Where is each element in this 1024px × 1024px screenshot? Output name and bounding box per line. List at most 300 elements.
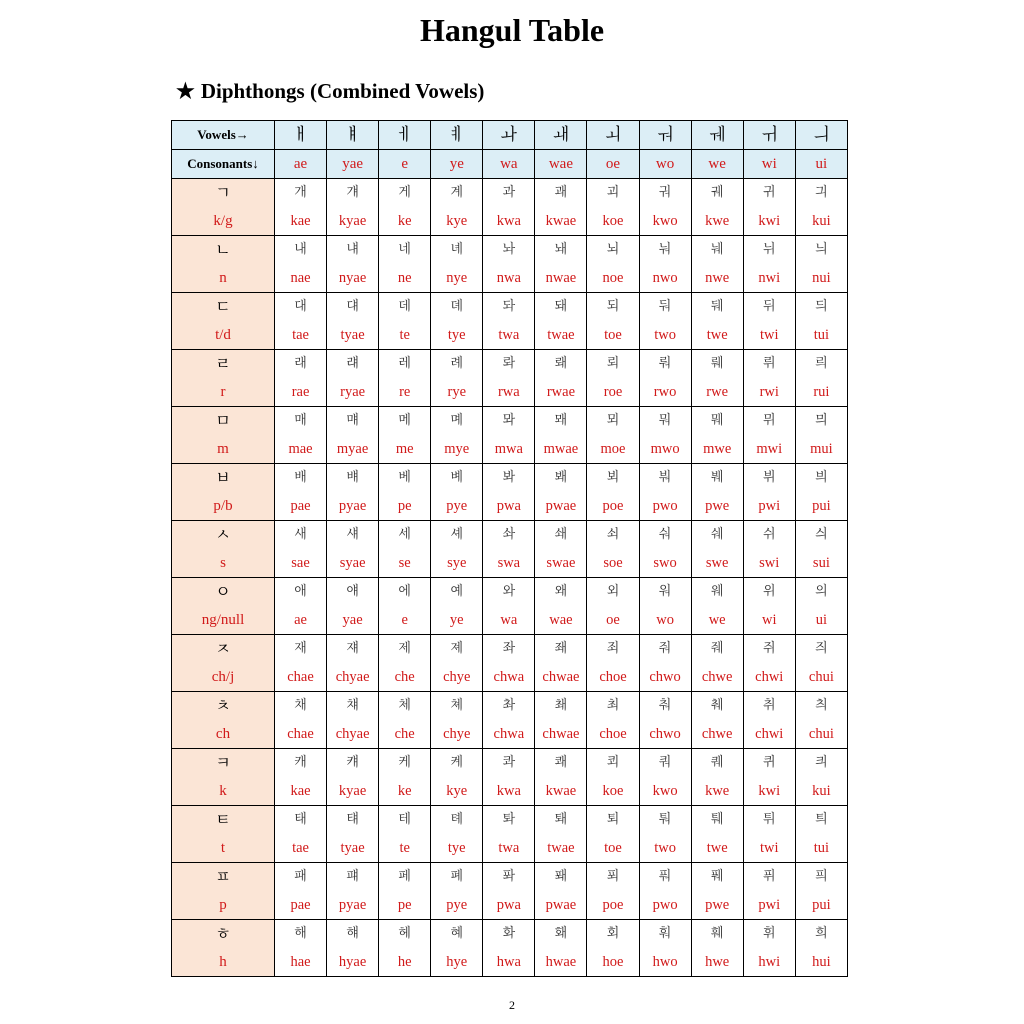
vowel-romanization-cell: oe: [587, 150, 639, 179]
table-row-syllables: [172, 407, 848, 436]
syllable-romanization-cell: kwae: [535, 207, 587, 236]
syllable-cell: 뇌: [587, 236, 639, 265]
syllable-cell: 궤: [691, 179, 743, 208]
syllable-cell: 쇠: [587, 521, 639, 550]
consonants-label: Consonants↓: [172, 150, 275, 179]
syllable-cell: 푀: [587, 863, 639, 892]
syllable-cell: 괴: [587, 179, 639, 208]
table-row-syllables: [172, 692, 848, 721]
syllable-romanization-cell: he: [379, 948, 431, 977]
syllable-romanization-cell: me: [379, 435, 431, 464]
syllable-romanization-cell: moe: [587, 435, 639, 464]
vowel-jamo-cell: ㅚ: [587, 121, 639, 150]
syllable-cell: 섀: [327, 521, 379, 550]
syllable-cell: 괘: [535, 179, 587, 208]
syllable-cell: 새: [275, 521, 327, 550]
consonant-jamo-cell: ㅋ: [172, 749, 275, 778]
hangul-diphthong-table: [171, 120, 848, 977]
header-row-romanization: [172, 150, 848, 179]
syllable-romanization-cell: twe: [691, 321, 743, 350]
syllable-cell: 뫄: [483, 407, 535, 436]
syllable-cell: 워: [639, 578, 691, 607]
syllable-cell: 둬: [639, 293, 691, 322]
table-row-syllables: [172, 635, 848, 664]
vowel-romanization-cell: wo: [639, 150, 691, 179]
vowel-romanization-cell: ae: [275, 150, 327, 179]
syllable-cell: 켸: [431, 749, 483, 778]
syllable-cell: 롸: [483, 350, 535, 379]
syllable-romanization-cell: ryae: [327, 378, 379, 407]
syllable-cell: 페: [379, 863, 431, 892]
syllable-cell: 과: [483, 179, 535, 208]
syllable-romanization-cell: swi: [743, 549, 795, 578]
syllable-romanization-cell: roe: [587, 378, 639, 407]
syllable-cell: 콰: [483, 749, 535, 778]
syllable-cell: 패: [275, 863, 327, 892]
table-row-romanizations: [172, 948, 848, 977]
syllable-cell: 테: [379, 806, 431, 835]
syllable-cell: 놔: [483, 236, 535, 265]
syllable-cell: 뒤: [743, 293, 795, 322]
syllable-romanization-cell: soe: [587, 549, 639, 578]
vowel-jamo-cell: ㅖ: [431, 121, 483, 150]
syllable-romanization-cell: rwe: [691, 378, 743, 407]
syllable-cell: 볘: [431, 464, 483, 493]
syllable-cell: 메: [379, 407, 431, 436]
syllable-romanization-cell: pe: [379, 492, 431, 521]
syllable-romanization-cell: kwo: [639, 207, 691, 236]
syllable-romanization-cell: hwe: [691, 948, 743, 977]
syllable-cell: 췌: [691, 692, 743, 721]
syllable-romanization-cell: yae: [327, 606, 379, 635]
syllable-cell: 휘: [743, 920, 795, 949]
syllable-romanization-cell: te: [379, 834, 431, 863]
syllable-romanization-cell: kui: [795, 207, 847, 236]
syllable-cell: 귀: [743, 179, 795, 208]
syllable-cell: 눠: [639, 236, 691, 265]
vowel-jamo-cell: ㅒ: [327, 121, 379, 150]
syllable-romanization-cell: pae: [275, 891, 327, 920]
syllable-cell: 채: [275, 692, 327, 721]
syllable-cell: 회: [587, 920, 639, 949]
syllable-cell: 쥐: [743, 635, 795, 664]
syllable-romanization-cell: kwa: [483, 207, 535, 236]
syllable-romanization-cell: chae: [275, 663, 327, 692]
vowel-jamo-cell: ㅐ: [275, 121, 327, 150]
syllable-romanization-cell: ne: [379, 264, 431, 293]
consonant-romanization-cell: s: [172, 549, 275, 578]
syllable-romanization-cell: kwe: [691, 207, 743, 236]
syllable-cell: 뫠: [535, 407, 587, 436]
vowel-romanization-cell: wi: [743, 150, 795, 179]
consonant-romanization-cell: ng/null: [172, 606, 275, 635]
consonant-jamo-cell: ㅁ: [172, 407, 275, 436]
syllable-romanization-cell: kyae: [327, 777, 379, 806]
vowel-jamo-cell: ㅙ: [535, 121, 587, 150]
syllable-romanization-cell: chwo: [639, 663, 691, 692]
syllable-cell: 뫼: [587, 407, 639, 436]
syllable-romanization-cell: pye: [431, 492, 483, 521]
syllable-romanization-cell: nwe: [691, 264, 743, 293]
syllable-romanization-cell: swo: [639, 549, 691, 578]
syllable-romanization-cell: kyae: [327, 207, 379, 236]
syllable-cell: 봐: [483, 464, 535, 493]
syllable-romanization-cell: chyae: [327, 720, 379, 749]
syllable-romanization-cell: hyae: [327, 948, 379, 977]
syllable-cell: 계: [431, 179, 483, 208]
syllable-romanization-cell: hae: [275, 948, 327, 977]
syllable-cell: 취: [743, 692, 795, 721]
syllable-romanization-cell: kui: [795, 777, 847, 806]
syllable-cell: 쉬: [743, 521, 795, 550]
syllable-romanization-cell: tye: [431, 321, 483, 350]
syllable-romanization-cell: nwae: [535, 264, 587, 293]
syllable-cell: 붸: [691, 464, 743, 493]
syllable-cell: 훼: [691, 920, 743, 949]
syllable-cell: 희: [795, 920, 847, 949]
syllable-romanization-cell: wi: [743, 606, 795, 635]
consonant-romanization-cell: k: [172, 777, 275, 806]
syllable-romanization-cell: pye: [431, 891, 483, 920]
syllable-romanization-cell: rui: [795, 378, 847, 407]
syllable-romanization-cell: tye: [431, 834, 483, 863]
vowel-jamo-cell: ㅔ: [379, 121, 431, 150]
syllable-cell: 뤄: [639, 350, 691, 379]
syllable-cell: 냬: [327, 236, 379, 265]
syllable-cell: 퓌: [743, 863, 795, 892]
page-title: Hangul Table: [419, 12, 605, 48]
syllable-romanization-cell: two: [639, 321, 691, 350]
syllable-cell: 퍠: [327, 863, 379, 892]
syllable-cell: 즤: [795, 635, 847, 664]
syllable-romanization-cell: ye: [431, 606, 483, 635]
syllable-romanization-cell: sae: [275, 549, 327, 578]
syllable-cell: 쇄: [535, 521, 587, 550]
syllable-romanization-cell: pwe: [691, 891, 743, 920]
syllable-cell: 쿼: [639, 749, 691, 778]
syllable-romanization-cell: tui: [795, 321, 847, 350]
syllable-romanization-cell: nyae: [327, 264, 379, 293]
syllable-romanization-cell: chyae: [327, 663, 379, 692]
syllable-cell: 세: [379, 521, 431, 550]
syllable-cell: 쾌: [535, 749, 587, 778]
syllable-romanization-cell: kwa: [483, 777, 535, 806]
syllable-romanization-cell: re: [379, 378, 431, 407]
syllable-romanization-cell: pe: [379, 891, 431, 920]
syllable-cell: 래: [275, 350, 327, 379]
syllable-cell: 긔: [795, 179, 847, 208]
syllable-cell: 쾨: [587, 749, 639, 778]
syllable-romanization-cell: hoe: [587, 948, 639, 977]
syllable-cell: 태: [275, 806, 327, 835]
consonant-jamo-cell: ㅈ: [172, 635, 275, 664]
syllable-cell: 믜: [795, 407, 847, 436]
consonant-jamo-cell: ㅌ: [172, 806, 275, 835]
consonant-jamo-cell: ㅍ: [172, 863, 275, 892]
table-row-syllables: [172, 179, 848, 208]
consonant-romanization-cell: ch/j: [172, 663, 275, 692]
header-row-vowels: [172, 121, 848, 150]
syllable-romanization-cell: sye: [431, 549, 483, 578]
syllable-romanization-cell: ke: [379, 777, 431, 806]
syllable-cell: 걔: [327, 179, 379, 208]
syllable-romanization-cell: tyae: [327, 834, 379, 863]
syllable-romanization-cell: hwae: [535, 948, 587, 977]
syllable-cell: 춰: [639, 692, 691, 721]
syllable-cell: 화: [483, 920, 535, 949]
syllable-romanization-cell: che: [379, 720, 431, 749]
syllable-romanization-cell: pwi: [743, 492, 795, 521]
syllable-cell: 퐤: [535, 863, 587, 892]
syllable-cell: 눼: [691, 236, 743, 265]
syllable-romanization-cell: pwa: [483, 492, 535, 521]
syllable-romanization-cell: wo: [639, 606, 691, 635]
syllable-cell: 내: [275, 236, 327, 265]
syllable-cell: 픠: [795, 863, 847, 892]
syllable-cell: 되: [587, 293, 639, 322]
syllable-cell: 뱨: [327, 464, 379, 493]
table-row-syllables: [172, 464, 848, 493]
syllable-romanization-cell: kye: [431, 207, 483, 236]
syllable-romanization-cell: twi: [743, 834, 795, 863]
syllable-romanization-cell: nye: [431, 264, 483, 293]
syllable-romanization-cell: noe: [587, 264, 639, 293]
syllable-cell: 베: [379, 464, 431, 493]
syllable-romanization-cell: koe: [587, 207, 639, 236]
syllable-romanization-cell: twae: [535, 321, 587, 350]
syllable-romanization-cell: nae: [275, 264, 327, 293]
syllable-cell: 퇴: [587, 806, 639, 835]
syllable-cell: 데: [379, 293, 431, 322]
vowel-romanization-cell: we: [691, 150, 743, 179]
syllable-cell: 쳬: [431, 692, 483, 721]
consonant-jamo-cell: ㅂ: [172, 464, 275, 493]
syllable-cell: 뭐: [639, 407, 691, 436]
syllable-romanization-cell: che: [379, 663, 431, 692]
syllable-cell: 퉈: [639, 806, 691, 835]
vowel-romanization-cell: wa: [483, 150, 535, 179]
syllable-cell: 뤼: [743, 350, 795, 379]
syllable-cell: 와: [483, 578, 535, 607]
syllable-cell: 킈: [795, 749, 847, 778]
syllable-romanization-cell: pyae: [327, 492, 379, 521]
table-row-romanizations: [172, 720, 848, 749]
vowel-romanization-cell: yae: [327, 150, 379, 179]
syllable-cell: 돼: [535, 293, 587, 322]
syllable-cell: 늬: [795, 236, 847, 265]
syllable-romanization-cell: oe: [587, 606, 639, 635]
syllable-cell: 제: [379, 635, 431, 664]
syllable-romanization-cell: chwi: [743, 720, 795, 749]
syllable-romanization-cell: tae: [275, 834, 327, 863]
syllable-romanization-cell: tyae: [327, 321, 379, 350]
syllable-cell: 죄: [587, 635, 639, 664]
syllable-cell: 듸: [795, 293, 847, 322]
syllable-romanization-cell: pwae: [535, 492, 587, 521]
syllable-cell: 뒈: [691, 293, 743, 322]
syllable-cell: 싀: [795, 521, 847, 550]
syllable-cell: 훠: [639, 920, 691, 949]
consonant-jamo-cell: ㅇ: [172, 578, 275, 607]
syllable-cell: 틔: [795, 806, 847, 835]
syllable-cell: 레: [379, 350, 431, 379]
syllable-cell: 붜: [639, 464, 691, 493]
syllable-cell: 뤠: [691, 350, 743, 379]
syllable-cell: 댸: [327, 293, 379, 322]
syllable-romanization-cell: pwi: [743, 891, 795, 920]
syllable-cell: 먜: [327, 407, 379, 436]
syllable-romanization-cell: rwi: [743, 378, 795, 407]
syllable-cell: 례: [431, 350, 483, 379]
syllable-romanization-cell: toe: [587, 834, 639, 863]
syllable-cell: 위: [743, 578, 795, 607]
syllable-romanization-cell: kwae: [535, 777, 587, 806]
syllable-cell: 풰: [691, 863, 743, 892]
consonant-romanization-cell: t/d: [172, 321, 275, 350]
table-row-romanizations: [172, 606, 848, 635]
syllable-cell: 퇘: [535, 806, 587, 835]
table-row-syllables: [172, 806, 848, 835]
syllable-cell: 에: [379, 578, 431, 607]
syllable-romanization-cell: poe: [587, 891, 639, 920]
syllable-romanization-cell: chui: [795, 663, 847, 692]
syllable-cell: 녜: [431, 236, 483, 265]
syllable-romanization-cell: rwa: [483, 378, 535, 407]
syllable-cell: 대: [275, 293, 327, 322]
syllable-cell: 컈: [327, 749, 379, 778]
syllable-romanization-cell: pwa: [483, 891, 535, 920]
syllable-cell: 햬: [327, 920, 379, 949]
syllable-romanization-cell: choe: [587, 720, 639, 749]
syllable-romanization-cell: choe: [587, 663, 639, 692]
syllable-cell: 놰: [535, 236, 587, 265]
syllable-cell: 홰: [535, 920, 587, 949]
syllable-romanization-cell: hwi: [743, 948, 795, 977]
syllable-cell: 해: [275, 920, 327, 949]
syllable-cell: 뵈: [587, 464, 639, 493]
table-row-syllables: [172, 236, 848, 265]
table-row-romanizations: [172, 492, 848, 521]
syllable-romanization-cell: myae: [327, 435, 379, 464]
syllable-romanization-cell: chye: [431, 663, 483, 692]
syllable-romanization-cell: mwe: [691, 435, 743, 464]
syllable-romanization-cell: nui: [795, 264, 847, 293]
syllable-romanization-cell: twa: [483, 321, 535, 350]
vowel-jamo-cell: ㅘ: [483, 121, 535, 150]
consonant-jamo-cell: ㄷ: [172, 293, 275, 322]
consonant-jamo-cell: ㅅ: [172, 521, 275, 550]
vowel-jamo-cell: ㅢ: [795, 121, 847, 150]
syllable-romanization-cell: swae: [535, 549, 587, 578]
syllable-romanization-cell: two: [639, 834, 691, 863]
syllable-cell: 뢰: [587, 350, 639, 379]
syllable-romanization-cell: chwa: [483, 720, 535, 749]
syllable-romanization-cell: e: [379, 606, 431, 635]
syllable-romanization-cell: chwe: [691, 663, 743, 692]
syllable-romanization-cell: pwo: [639, 891, 691, 920]
consonant-romanization-cell: k/g: [172, 207, 275, 236]
syllable-romanization-cell: poe: [587, 492, 639, 521]
syllable-cell: 좌: [483, 635, 535, 664]
syllable-cell: 줘: [639, 635, 691, 664]
syllable-cell: 숴: [639, 521, 691, 550]
syllable-romanization-cell: chwo: [639, 720, 691, 749]
syllable-cell: 븨: [795, 464, 847, 493]
syllable-romanization-cell: chwe: [691, 720, 743, 749]
consonant-romanization-cell: h: [172, 948, 275, 977]
table-row-romanizations: [172, 321, 848, 350]
syllable-cell: 게: [379, 179, 431, 208]
consonant-jamo-cell: ㄱ: [172, 179, 275, 208]
star-icon: ★: [176, 79, 195, 103]
consonant-romanization-cell: ch: [172, 720, 275, 749]
syllable-romanization-cell: pwo: [639, 492, 691, 521]
table-row-romanizations: [172, 891, 848, 920]
syllable-romanization-cell: nwa: [483, 264, 535, 293]
syllable-cell: 톼: [483, 806, 535, 835]
syllable-romanization-cell: pwae: [535, 891, 587, 920]
section-heading-text: Diphthongs (Combined Vowels): [200, 79, 485, 103]
syllable-cell: 폐: [431, 863, 483, 892]
syllable-cell: 좨: [535, 635, 587, 664]
syllable-romanization-cell: chye: [431, 720, 483, 749]
syllable-cell: 쉐: [691, 521, 743, 550]
table-row-syllables: [172, 293, 848, 322]
syllable-romanization-cell: chae: [275, 720, 327, 749]
syllable-romanization-cell: rwae: [535, 378, 587, 407]
table-row-romanizations: [172, 549, 848, 578]
syllable-romanization-cell: pae: [275, 492, 327, 521]
syllable-romanization-cell: koe: [587, 777, 639, 806]
syllable-cell: 체: [379, 692, 431, 721]
syllable-cell: 졔: [431, 635, 483, 664]
syllable-romanization-cell: kwi: [743, 207, 795, 236]
table-row-syllables: [172, 521, 848, 550]
syllable-romanization-cell: pui: [795, 891, 847, 920]
syllable-romanization-cell: swa: [483, 549, 535, 578]
syllable-cell: 봬: [535, 464, 587, 493]
syllable-romanization-cell: chwa: [483, 663, 535, 692]
syllable-cell: 뉘: [743, 236, 795, 265]
syllable-romanization-cell: mwa: [483, 435, 535, 464]
vowel-romanization-cell: ye: [431, 150, 483, 179]
vowel-jamo-cell: ㅟ: [743, 121, 795, 150]
consonant-jamo-cell: ㅎ: [172, 920, 275, 949]
page-number: 2: [509, 998, 515, 1012]
syllable-romanization-cell: sui: [795, 549, 847, 578]
syllable-romanization-cell: chwae: [535, 720, 587, 749]
syllable-romanization-cell: se: [379, 549, 431, 578]
syllable-cell: 배: [275, 464, 327, 493]
syllable-romanization-cell: pyae: [327, 891, 379, 920]
syllable-cell: 솨: [483, 521, 535, 550]
table-row-syllables: [172, 749, 848, 778]
syllable-romanization-cell: syae: [327, 549, 379, 578]
syllable-romanization-cell: te: [379, 321, 431, 350]
syllable-cell: 네: [379, 236, 431, 265]
table-row-syllables: [172, 863, 848, 892]
syllable-romanization-cell: tae: [275, 321, 327, 350]
syllable-romanization-cell: ke: [379, 207, 431, 236]
syllable-romanization-cell: rye: [431, 378, 483, 407]
table-row-romanizations: [172, 207, 848, 236]
syllable-romanization-cell: mwo: [639, 435, 691, 464]
syllable-cell: 뭬: [691, 407, 743, 436]
syllable-cell: 혜: [431, 920, 483, 949]
vowel-jamo-cell: ㅞ: [691, 121, 743, 150]
syllable-romanization-cell: nwi: [743, 264, 795, 293]
table-row-syllables: [172, 350, 848, 379]
